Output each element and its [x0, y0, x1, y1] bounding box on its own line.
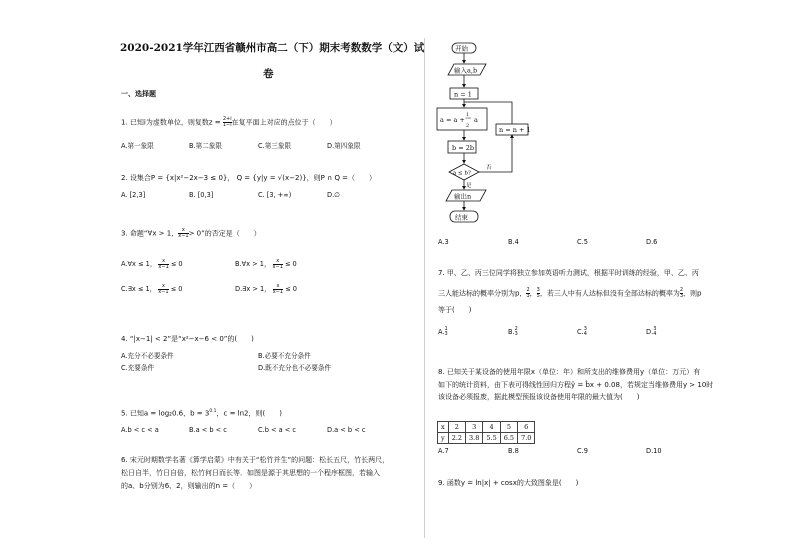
q4-option-b: B.必要不充分条件 [258, 352, 311, 360]
table-cell: 3.8 [466, 433, 483, 444]
q1-option-d: D.第四象限 [327, 142, 361, 150]
q7b-num: 2 [514, 326, 518, 332]
q3a-post: ≤ 0 [170, 260, 183, 268]
q7a-frac [445, 327, 448, 337]
q5-text: 5. 已知a = log₂0.6，b = 3 [121, 409, 210, 418]
flowchart [434, 38, 534, 226]
table-row [438, 422, 535, 433]
question-4: 4. “|x−1| < 2”是“x²−x−6 < 0”的( ) [121, 335, 254, 343]
question-1 [121, 117, 337, 129]
q6-line-1: 6. 宋元时期数学名著《算学启蒙》中有关于“松竹并生”的问题：松长五尺，竹长两尺， [121, 456, 390, 464]
flow-input-text: 输入a,b [454, 66, 478, 75]
q6-line-2: 松日自半，竹日自倍，松竹何日而长等．如图是源于其思想的一个程序框图，若输入 [121, 469, 380, 477]
q1-option-b: B.第二象限 [189, 142, 222, 150]
q8-data-table [437, 421, 535, 444]
q2-option-d: D.∅ [327, 191, 340, 199]
q1-frac-num: 2+i [222, 116, 232, 122]
exam-title-line1: 2020-2021学年江西省赣州市高二（下）期末考数数学（文）试 [120, 42, 425, 54]
q7c-den: 4 [583, 331, 587, 337]
q7-text-c: ，若三人中有人达标但没有全部达标的概率为 [539, 289, 680, 298]
q3-frac-num: x [178, 228, 188, 234]
q7-line-3: 等于( ) [438, 306, 472, 314]
q3-frac-den: x−1 [178, 233, 189, 239]
question-2: 2. 设集合P = {x|x²−2x−3 ≤ 0}， Q = {y|y = √(x−2)}，则P ∩ Q =（ ） [121, 174, 377, 182]
q5-sup: 0.1 [209, 409, 217, 414]
table-cell: 6 [518, 422, 535, 433]
flow-assign-b-text: b = 2b [452, 144, 475, 152]
q5-text2: ，c = ln2，则( ) [216, 409, 282, 418]
flow-output-text: 输出n [454, 192, 472, 201]
q7-text-d: ，则p [683, 289, 702, 298]
table-cell: y [438, 433, 449, 444]
q7-option-b [508, 327, 518, 337]
flow-init-text: n = 1 [454, 90, 472, 99]
q8-option-b: B.8 [508, 447, 519, 455]
q1-frac-den: 1−i [222, 122, 232, 128]
question-5 [121, 406, 282, 419]
q7d-num: 3 [653, 326, 657, 332]
q3a-num: x [158, 259, 168, 265]
q3-option-d [235, 283, 297, 295]
table-cell: 2 [448, 422, 465, 433]
q3c-fraction [158, 284, 168, 295]
q7c-label: C. [577, 328, 584, 336]
q1-option-c: C.第三象限 [258, 142, 292, 150]
q8-option-d: D.10 [646, 447, 662, 455]
q2-option-b: B. [0,3] [189, 191, 214, 199]
flow-yes-label: 是 [466, 183, 472, 189]
q3-option-c [121, 283, 182, 295]
q3b-pre: B.∀x > 1， [235, 260, 271, 268]
q5-option-d: D.a < b < c [327, 426, 366, 434]
q3c-pre: C.∃x ≤ 1， [121, 285, 157, 293]
flow-half-den: 2 [466, 123, 470, 129]
q7b-den: 3 [514, 331, 518, 337]
flow-start-text: 开始 [455, 44, 468, 53]
q6-option-b: B.4 [508, 238, 519, 246]
flow-increment-text: n = n + 1 [499, 126, 531, 134]
q6-option-a: A.3 [438, 238, 449, 246]
flow-assign-a-tail: a [474, 116, 478, 124]
table-cell: 3 [466, 422, 483, 433]
question-3 [121, 228, 261, 240]
table-cell: 7.0 [518, 433, 535, 444]
q3a-fraction [158, 259, 168, 270]
q7a-label: A. [438, 328, 445, 336]
q8-line-1: 8. 已知关于某设备的使用年限x（单位：年）和所支出的维修费用y（单位：万元）有 [438, 368, 701, 376]
q7-option-c [577, 327, 587, 337]
q3c-num: x [158, 284, 168, 290]
table-row [438, 433, 535, 444]
flow-end-text: 结束 [455, 213, 468, 222]
q3b-den: x−1 [272, 263, 283, 270]
q4-option-a: A.充分不必要条件 [121, 352, 174, 360]
table-cell: 4 [483, 422, 500, 433]
flow-no-label: 否 [486, 165, 492, 171]
q7d-frac [653, 327, 656, 337]
table-cell: 2.2 [448, 433, 465, 444]
q7-line-2 [438, 288, 701, 300]
q7-frac1-num: 2 [526, 287, 530, 293]
exam-title-line2: 卷 [263, 68, 274, 80]
q7-frac1-den: 3 [526, 293, 530, 299]
flow-condition-text: a ≤ b? [453, 170, 471, 177]
q3-text: 3. 命题“∀x > 1， [121, 229, 179, 238]
q7-option-d [646, 327, 656, 337]
q7-frac2-num: 3 [536, 287, 540, 293]
q3d-num: x [273, 284, 283, 290]
question-9: 9. 函数y = ln|x| + cosx的大致图象是( ) [438, 479, 579, 487]
table-cell: 6.5 [500, 433, 517, 444]
q2-option-c: C. [3, +∞) [258, 191, 292, 199]
q8-line-3: 该设备必须报废，据此模型预报该设备使用年限的最大值为( ) [438, 393, 640, 401]
q6-option-c: C.5 [577, 238, 588, 246]
q7b-frac [515, 327, 518, 337]
q7-frac3-den: 3 [679, 293, 684, 299]
q7d-label: D. [646, 328, 654, 336]
q7b-label: B. [508, 328, 515, 336]
q3d-pre: D.∃x > 1， [235, 285, 271, 293]
q7-frac3-num: 2 [679, 287, 684, 293]
q4-option-c: C.充要条件 [121, 364, 155, 372]
q7a-den: 3 [444, 331, 448, 337]
q7-option-a [438, 327, 448, 337]
q3b-post: ≤ 0 [284, 260, 297, 268]
table-cell: x [438, 422, 449, 433]
q3d-post: ≤ 0 [285, 285, 297, 293]
q1-text: 1. 已知i为虚数单位，则复数z = [121, 118, 223, 127]
q6-line-3: 的a、b分别为6、2，则输出的n =（ ） [121, 482, 257, 490]
q5-option-a: A.b < c < a [121, 426, 159, 434]
q7-text-a: 三人能达标的概率分别为p， [438, 289, 527, 298]
column-divider [424, 38, 425, 538]
q3a-den: x−1 [158, 263, 169, 270]
q6-option-d: D.6 [646, 238, 658, 246]
q1-fraction [223, 117, 232, 128]
flow-assign-a-text: a = a + [440, 116, 465, 124]
q4-option-d: D.既不充分也不必要条件 [258, 364, 332, 372]
q5-option-c: C.b < a < c [258, 426, 296, 434]
q7a-num: 1 [444, 326, 448, 332]
section-heading: 一、选择题 [121, 90, 156, 98]
q3-option-b [235, 258, 297, 270]
q2-option-a: A. [2,3] [121, 191, 146, 199]
q3-text2: > 0”的否定是（ ） [188, 229, 261, 238]
q3d-fraction [273, 284, 283, 295]
q8-option-a: A.7 [438, 447, 449, 455]
q7c-num: 3 [583, 326, 587, 332]
flow-half-num: 1 [466, 112, 470, 118]
q1-text2: 在复平面上对应的点位于（ ） [231, 118, 337, 127]
table-cell: 5.5 [483, 433, 500, 444]
q7-text-b: ， [529, 289, 537, 298]
table-cell: 5 [500, 422, 517, 433]
q3b-num: x [273, 259, 283, 265]
q7-line-1: 7. 甲、乙、丙三位同学将独立参加英语听力测试，根据平时训练的经验，甲、乙、丙 [438, 269, 699, 277]
q3a-pre: A.∀x ≤ 1， [121, 260, 157, 268]
q1-option-a: A.第一象限 [121, 142, 154, 150]
q3-fraction [178, 228, 188, 239]
q8-line-2: 如下的统计资料，由下表可得线性回归方程ŷ = b̂x + 0.08，若规定当维修费用y > 10时 [438, 381, 714, 389]
q8-option-c: C.9 [577, 447, 588, 455]
q3-option-a [121, 258, 183, 270]
q7-frac2-den: 5 [536, 293, 540, 299]
q3b-fraction [273, 259, 283, 270]
q5-option-b: B.a < b < c [189, 426, 227, 434]
q7c-frac [584, 327, 587, 337]
q7d-den: 4 [653, 331, 657, 337]
q3c-den: x−1 [158, 288, 169, 295]
q3d-den: x−1 [272, 288, 284, 295]
q3c-post: ≤ 0 [170, 285, 183, 293]
